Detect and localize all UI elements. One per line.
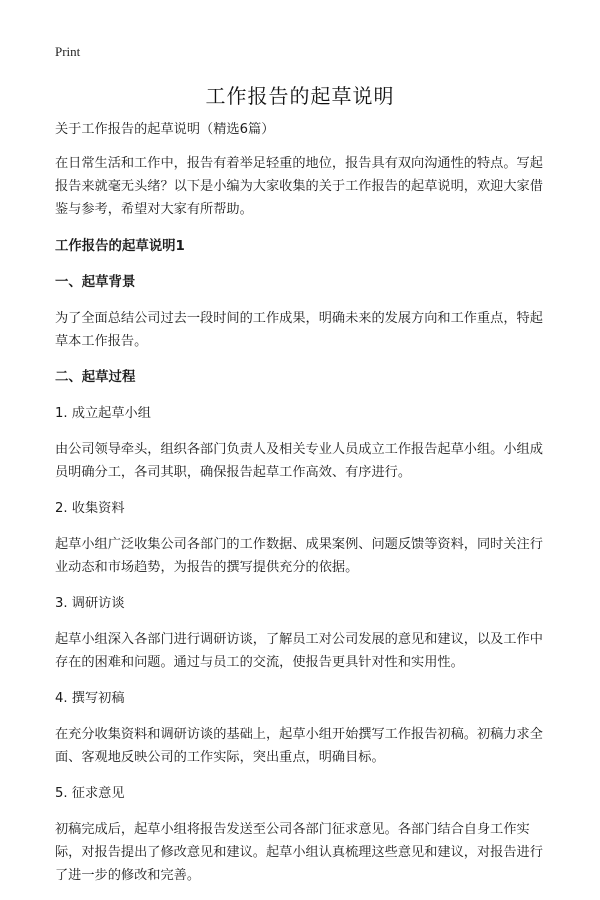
step-paragraph: 起草小组深入各部门进行调研访谈，了解员工对公司发展的意见和建议，以及工作中存在的困难和问题。通过与员工的交流，使报告更具针对性和实用性。: [55, 632, 543, 670]
article-heading: 工作报告的起草说明1: [55, 239, 185, 254]
step-heading: 5. 征求意见: [55, 786, 125, 801]
section-heading-background: 一、起草背景: [55, 275, 136, 290]
step-heading: 4. 撰写初稿: [55, 691, 125, 706]
print-link[interactable]: Print: [55, 44, 81, 59]
document-body: [55, 118, 550, 900]
step-paragraph: 在充分收集资料和调研访谈的基础上，起草小组开始撰写工作报告初稿。初稿力求全面、客观地反映公司的工作实际，突出重点，明确目标。: [55, 727, 543, 765]
step-paragraph: 由公司领导牵头，组织各部门负责人及相关专业人员成立工作报告起草小组。小组成员明确分工，各司其职，确保报告起草工作高效、有序进行。: [55, 442, 543, 480]
document-subtitle: 关于工作报告的起草说明（精选6篇）: [55, 122, 275, 137]
step-heading: 1. 成立起草小组: [55, 406, 151, 421]
step-heading: 2. 收集资料: [55, 501, 125, 516]
section-paragraph-background: 为了全面总结公司过去一段时间的工作成果，明确未来的发展方向和工作重点，特起草本工作报告。: [55, 311, 543, 349]
intro-paragraph: 在日常生活和工作中，报告有着举足轻重的地位，报告具有双向沟通性的特点。写起报告来就毫无头绪？以下是小编为大家收集的关于工作报告的起草说明，欢迎大家借鉴与参考，希望对大家有所帮助。: [55, 156, 543, 217]
step-paragraph: 起草小组广泛收集公司各部门的工作数据、成果案例、问题反馈等资料，同时关注行业动态和市场趋势，为报告的撰写提供充分的依据。: [55, 537, 543, 575]
page-title: 工作报告的起草说明: [205, 84, 395, 108]
step-paragraph: 初稿完成后，起草小组将报告发送至公司各部门征求意见。各部门结合自身工作实际，对报告提出了修改意见和建议。起草小组认真梳理这些意见和建议，对报告进行了进一步的修改和完善。: [55, 822, 543, 883]
step-heading: 3. 调研访谈: [55, 596, 125, 611]
section-heading-process: 二、起草过程: [55, 370, 136, 385]
